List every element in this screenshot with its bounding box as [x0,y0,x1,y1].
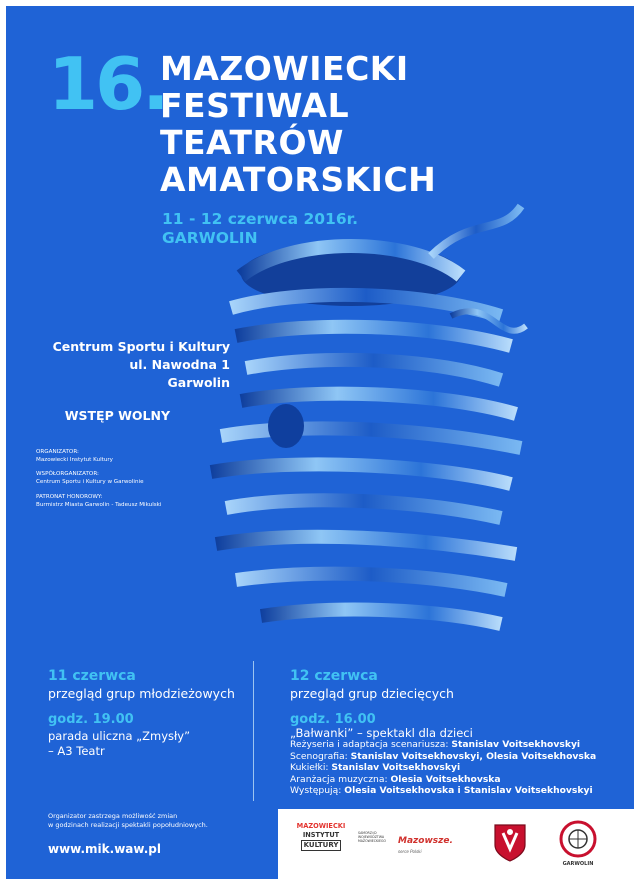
free-entry-label: WSTĘP WOLNY [64,408,170,423]
day2-date: 12 czerwca [290,668,378,684]
festival-date-range: 11 - 12 czerwca 2016r. [162,210,358,228]
mik-logo-line1: MAZOWIECKI [296,822,346,830]
day1-event-line2: – A3 Teatr [48,744,105,758]
mazowsze-logo-text: Mazowsze. [398,836,453,846]
ribbon-head-artwork [201,196,531,656]
credit-line [290,774,596,786]
credit-label: Scenografia: [290,750,351,762]
day2-subtitle: przegląd grup dziecięcych [290,686,454,701]
title-line-2: FESTIWAL [160,86,350,125]
credit-line [290,739,596,751]
sponsor-logos-strip [278,809,634,879]
credit-label: Kukiełki: [290,762,332,773]
poster [6,6,634,879]
credit-line [290,751,596,763]
csk-logo-label: GARWOLIN [562,861,594,867]
title-line-3: TEATRÓW [160,123,344,162]
coorganizer-name: Centrum Sportu i Kultury w Garwolinie [36,479,144,485]
festival-title [160,50,436,198]
festival-dates [162,210,358,248]
day1-event-line1: parada uliczna „Zmysły” [48,729,191,743]
day2-credits [290,739,596,797]
patronage-name: Burmistrz Miasta Garwolin - Tadeusz Mikulski [36,502,162,508]
title-line-4: AMATORSKICH [160,160,437,199]
csk-garwolin-logo-icon [558,819,598,859]
organizer-label: ORGANIZATOR: [36,449,79,455]
credit-value: Stanislav Voitsekhovskyi [451,739,581,750]
venue-name: Centrum Sportu i Kultury [52,339,230,354]
title-line-1: MAZOWIECKI [160,49,409,88]
venue-address [36,338,230,392]
disclaimer-line2: w godzinach realizacji spektakli popołudniowych. [48,821,208,829]
garwolin-crest-icon [493,823,527,863]
credit-value: Stanislav Voitsekhovskyi [331,762,461,773]
day1-hour: godz. 19.00 [48,712,134,727]
credit-line [290,785,596,797]
day2-event: „Bałwanki” – spektakl dla dzieci [290,726,473,740]
day1-subtitle: przegląd grup młodzieżowych [48,686,235,701]
mazowsze-logo [398,836,453,856]
festival-edition-number: 16. [48,42,167,126]
schedule-divider [253,661,254,801]
day1-date: 11 czerwca [48,668,136,684]
mik-logo-line3: KULTURY [301,840,342,851]
day2-hour: godz. 16.00 [290,712,376,727]
patronage-label: PATRONAT HONOROWY: [36,494,103,500]
voivodeship-logo: SAMORZĄD WOJEWÓDZTWA MAZOWIECKIEGO [358,831,386,844]
credit-line [290,762,596,774]
mazowsze-logo-sub: serce Polski [398,849,422,854]
organizer-name: Mazowiecki Instytut Kultury [36,457,113,463]
venue-city: Garwolin [167,375,230,390]
credit-label: Reżyseria i adaptacja scenariusza: [290,739,452,750]
coorganizer-label: WSPÓŁORGANIZATOR: [36,471,99,477]
venue-street: ul. Nawodna 1 [129,357,230,372]
website-link[interactable]: www.mik.waw.pl [48,842,161,856]
credit-label: Występują: [290,785,345,796]
credit-label: Aranżacja muzyczna: [290,773,391,785]
credit-value: Olesia Voitsekhovska i Stanislav Voitsekhovskyi [344,785,593,796]
schedule-disclaimer [48,812,208,830]
festival-city: GARWOLIN [162,229,258,247]
mik-logo [294,822,348,866]
mik-logo-line2: INSTYTUT [302,831,340,839]
disclaimer-line1: Organizator zastrzega możliwość zmian [48,812,178,820]
credit-value: Stanislav Voitsekhovskyi, Olesia Voitsekhovska [350,750,597,762]
credit-value: Olesia Voitsekhovska [390,773,501,785]
